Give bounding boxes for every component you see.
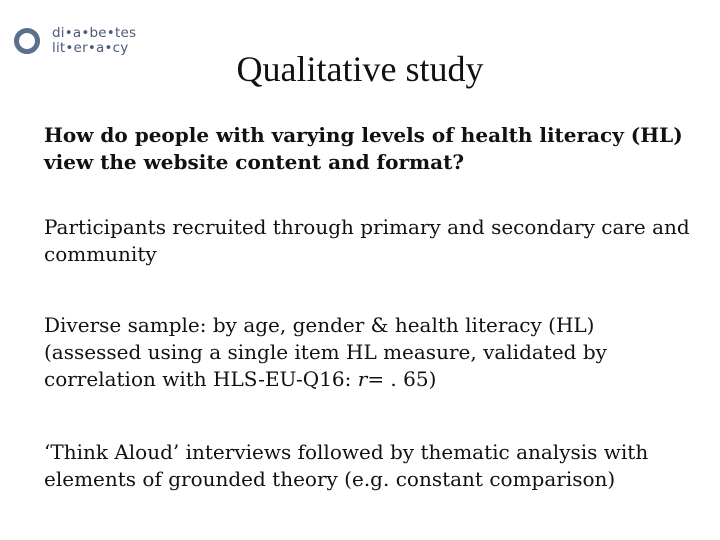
research-question: How do people with varying levels of health literacy (HL) view the website content and format? — [44, 123, 683, 174]
logo-line-1: di•a•be•tes — [52, 25, 137, 41]
correlation-symbol: r — [357, 367, 368, 391]
recruitment-paragraph: Participants recruited through primary and secondary care and community — [44, 215, 690, 266]
method-paragraph: ‘Think Aloud’ interviews followed by thematic analysis with elements of grounded theory (e.g. constant comparison) — [44, 440, 649, 491]
sample-paragraph — [44, 312, 694, 393]
slide-body — [44, 122, 694, 493]
sample-text: Diverse sample: by age, gender & health literacy (HL) (assessed using a single item HL measure, validated by correlation with HLS-EU-Q16: — [44, 313, 607, 391]
correlation-value: = . 65) — [367, 367, 437, 391]
logo-line-2: lit•er•a•cy — [52, 40, 129, 56]
slide-title: Qualitative study — [236, 49, 484, 89]
